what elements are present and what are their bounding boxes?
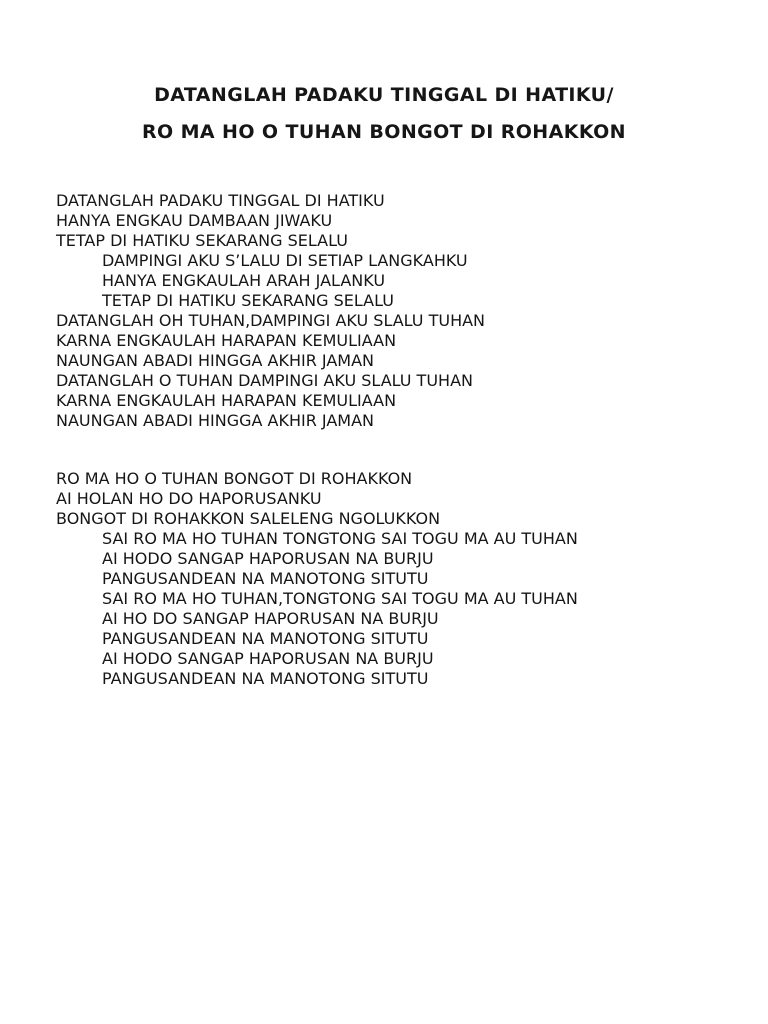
stanza-1 xyxy=(56,191,748,431)
lyric-line: TETAP DI HATIKU SEKARANG SELALU xyxy=(56,231,348,250)
lyric-line: DATANGLAH OH TUHAN,DAMPINGI AKU SLALU TUHAN xyxy=(56,311,486,330)
lyric-line: HANYA ENGKAU DAMBAAN JIWAKU xyxy=(56,211,333,230)
lyric-line: HANYA ENGKAULAH ARAH JALANKU xyxy=(102,271,386,290)
song-title-line-2: RO MA HO O TUHAN BONGOT DI ROHAKKON xyxy=(142,121,626,143)
lyric-line: KARNA ENGKAULAH HARAPAN KEMULIAAN xyxy=(56,391,397,410)
lyric-line: DATANGLAH PADAKU TINGGAL DI HATIKU xyxy=(56,191,385,210)
lyric-line: AI HOLAN HO DO HAPORUSANKU xyxy=(56,489,322,508)
lyric-line: DAMPINGI AKU S’LALU DI SETIAP LANGKAHKU xyxy=(102,251,468,270)
lyrics-body xyxy=(56,191,748,689)
lyric-line: PANGUSANDEAN NA MANOTONG SITUTU xyxy=(102,629,429,648)
lyric-line: AI HODO SANGAP HAPORUSAN NA BURJU xyxy=(102,549,434,568)
lyric-line: RO MA HO O TUHAN BONGOT DI ROHAKKON xyxy=(56,469,413,488)
song-title-line-1: DATANGLAH PADAKU TINGGAL DI HATIKU/ xyxy=(154,84,614,106)
lyric-line: KARNA ENGKAULAH HARAPAN KEMULIAAN xyxy=(56,331,397,350)
song-title-block xyxy=(40,84,728,158)
lyric-line: SAI RO MA HO TUHAN TONGTONG SAI TOGU MA AU TUHAN xyxy=(102,529,578,548)
lyric-line: AI HODO SANGAP HAPORUSAN NA BURJU xyxy=(102,649,434,668)
lyric-line: AI HO DO SANGAP HAPORUSAN NA BURJU xyxy=(102,609,439,628)
stanza-2 xyxy=(56,469,748,689)
lyric-line: SAI RO MA HO TUHAN,TONGTONG SAI TOGU MA AU TUHAN xyxy=(102,589,578,608)
lyric-line: PANGUSANDEAN NA MANOTONG SITUTU xyxy=(102,669,429,688)
lyric-line: BONGOT DI ROHAKKON SALELENG NGOLUKKON xyxy=(56,509,441,528)
lyric-line: NAUNGAN ABADI HINGGA AKHIR JAMAN xyxy=(56,351,375,370)
lyric-line: DATANGLAH O TUHAN DAMPINGI AKU SLALU TUHAN xyxy=(56,371,473,390)
lyric-line: NAUNGAN ABADI HINGGA AKHIR JAMAN xyxy=(56,411,375,430)
lyric-line: TETAP DI HATIKU SEKARANG SELALU xyxy=(102,291,394,310)
lyric-line: PANGUSANDEAN NA MANOTONG SITUTU xyxy=(102,569,429,588)
